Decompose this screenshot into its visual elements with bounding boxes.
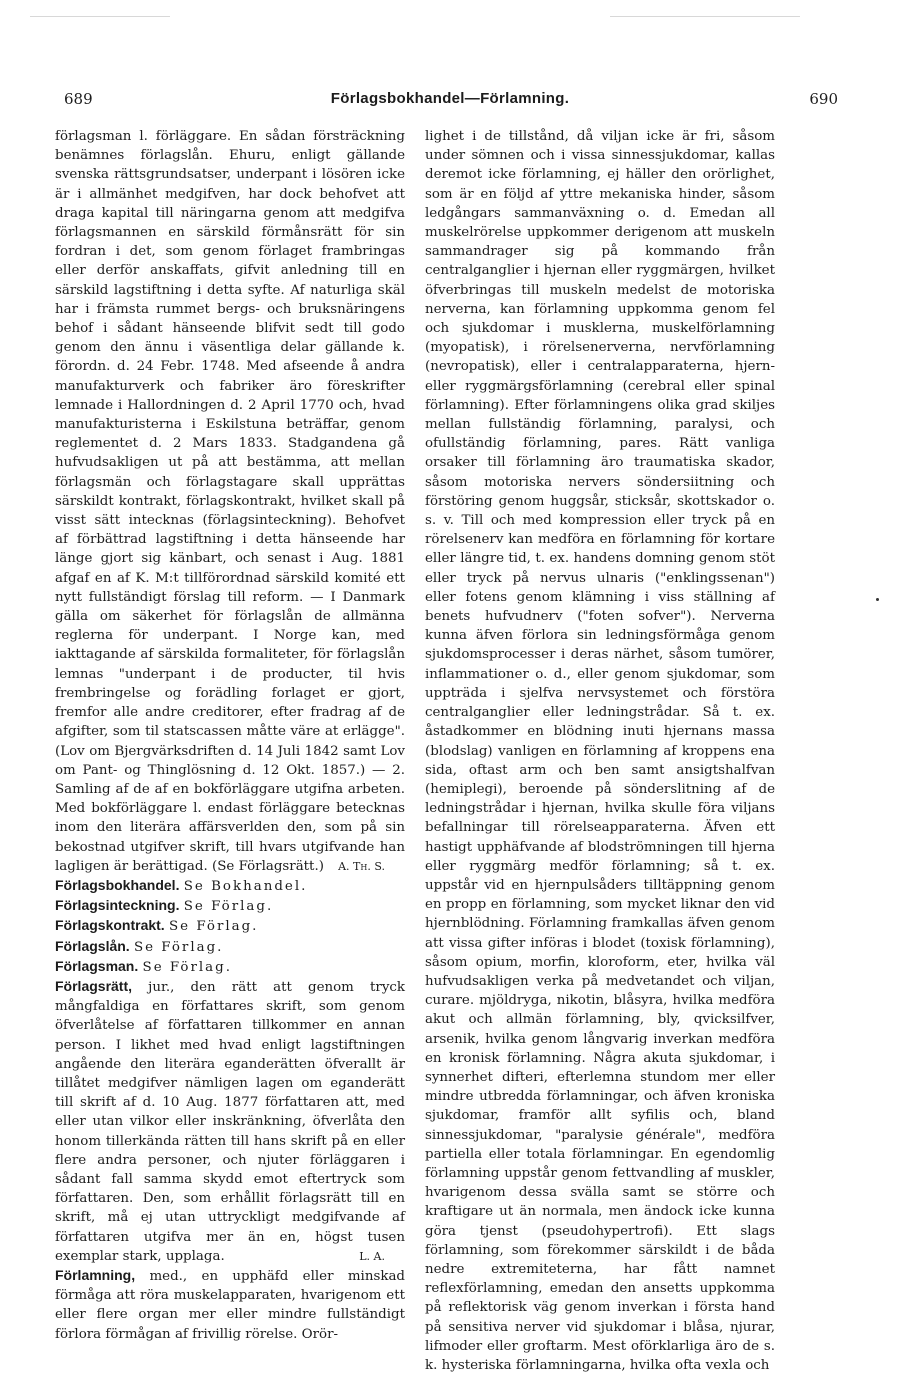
entry-text: Se Förlag. (183, 899, 274, 915)
margin-mark (876, 598, 879, 601)
entry-text: Se Förlag. (133, 939, 224, 955)
scan-artifact (30, 16, 170, 17)
entry-term: Förlagskontrakt. (55, 917, 165, 934)
paragraph (55, 127, 405, 876)
entry-text: jur., den rätt att genom tryck mångfaldiga en författares skrift, som genom öfverlåtelse af författaren tillkommer en annan person. I likhet med hvad enligt lagstiftningen angående den literära eganderätten öfverallt är tillåtet medgifver nämligen lagen om eganderätt till skrift af d. 10 Aug. 1877 författaren att, med eller utan vilkor eller inskränkning, öfverlåta den honom tillerkända rätten till hans skrift på en eller flere andra personer, och njuter förläggaren i sådant fall samma skydd emot eftertryck som författaren. Den, som erhållit förlagsrätt till en skrift, må ej utan uttryckligt medgifvande af författaren utgifva mer än en, högst tusen exemplar stark, upplaga. (55, 979, 405, 1264)
entry-forlagsman (55, 957, 405, 977)
entry-forlagsbokhandel (55, 876, 405, 896)
entry-text: Se Förlag. (168, 919, 259, 935)
entry-text: med., en upphäfd eller minskad förmåga att röra muskelapparaten, hvarigenom ett eller flere organ mer eller mindre fullständigt förlora förmågan af frivillig rörelse. Orör- (55, 1268, 405, 1342)
entry-term: Förlamning, (55, 1266, 136, 1283)
author-signature: L. A. (359, 1249, 385, 1263)
page-number-right: 690 (809, 90, 838, 108)
entry-text: Se Bokhandel. (183, 878, 308, 894)
entry-forlagsratt (55, 977, 405, 1266)
left-column (55, 127, 405, 1344)
page-number-left: 689 (64, 90, 93, 108)
entry-term: Förlagsinteckning. (55, 897, 180, 914)
running-title: Förlagsbokhandel—Förlamning. (330, 90, 570, 107)
entry-forlamning (55, 1266, 405, 1344)
entry-term: Förlagslån. (55, 937, 130, 954)
paragraph: lighet i de tillstånd, då viljan icke är fri, såsom under sömnen och i vissa sinnessjukdomar, kallas deremot icke förlamning, ej häller den orörlighet, som är en följd af yttre mekaniska hinder, såsom ledgångars sammanväxning o. d. Emedan all muskelrörelse uppkommer derigenom att muskeln sammandrager sig på kommando från centralganglier i hjernan eller ryggmärgen, hvilket öfverbringas till muskeln medelst de motoriska nerverna, kan förlamning uppkomma genom fel och sjukdomar i musklerna, muskelförlamning (myopatisk), i rörelsenerverna, nervförlamning (nevropatisk), eller i centralapparaterna, hjern- eller ryggmärgsförlamning (cerebral eller spinal förlamning). Efter förlamningens olika grad skiljes mellan fullständig förlamning, paralysi, och ofullständig förlamning, pares. Rätt vanliga orsaker till förlamning äro traumatiska skador, såsom motoriska nervers söndersiitning och förstöring genom huggsår, sticksår, skottskador o. s. v. Till och med kompression eller tryck på en rörelsenerv kan medföra en förlamning för kortare eller längre tid, t. ex. handens domning genom stöt eller tryck på nervus ulnaris ("enklingssenan") eller fotens genom klämning i viss ställning af benets hufvudnerv ("foten sofver"). Nerverna kunna äfven förlora sin ledningsförmåga genom sjukdomsprocesser i deras närhet, såsom tumörer, inflammationer o. d., eller genom sjukdomar, som uppträda i sjelfva nervsystemet och förstöra centralganglier eller ledningstrådar. Så t. ex. åstadkommer en blödning inuti hjernans massa (blodslag) vanligen en förlamning af kroppens ena sida, oftast arm och ben samt ansigtshalfvan (hemiplegi), beroende på sönderslitning af de ledningstrådar i hjernan, hvilka skulle föra viljans befallningar till rörelseapparaterna. Äfven ett hastigt upphäfvande af blodströmningen till hjerna eller ryggmärg medför förlamning; så t. ex. uppstår vid en hjernpulsåders tilltäppning genom en propp en förlamning, som mycket liknar den vid hjernblödning. Förlamning framkallas äfven genom att vissa gifter införas i blodet (toxisk förlamning), såsom opium, morfin, kloroform, eter, hvilka väl hufvudsakligen verka på medvetandet och viljan, curare. mjöldryga, nikotin, blåsyra, hvilka medföra akut och allmän förlamning, bly, qvicksilfver, arsenik, hvilka genom långvarig inverkan medföra en kronisk förlamning. Några akuta sjukdomar, i synnerhet difteri, efterlemna stundom mer eller mindre utbredda förlamningar, och äfven kroniska sjukdomar, framför allt syfilis och, bland sinnessjukdomar, "paralysie générale", medföra partiella eller totala förlamningar. En egendomlig förlamning uppstår genom fettvandling af muskler, hvarigenom dessa svälla samt se större och kraftigare ut än normala, men ändock icke kunna göra tjenst (pseudohypertrofi). Ett slags förlamning, som förekommer särskildt i de båda nedre extremiteterna, har fått namnet reflexförlamning, emedan den ansetts uppkomma på reflektorisk väg genom inverkan i första hand på sensitiva nerver vid sjukdomar i blåsa, njurar, lifmoder eller groftarm. Mest oförklarliga äro de s. k. hysteriska förlamningarna, hvilka ofta vexla och (425, 129, 775, 1373)
entry-forlagskontrakt (55, 916, 405, 936)
entry-forlagsinteckning (55, 896, 405, 916)
scan-artifact (610, 16, 800, 17)
entry-term: Förlagsman. (55, 957, 139, 974)
entry-term: Förlagsrätt, (55, 977, 133, 994)
entry-term: Förlagsbokhandel. (55, 876, 180, 893)
author-signature: A. Th. S. (338, 859, 385, 873)
entry-text: Se Förlag. (142, 959, 232, 975)
entry-forlagslan (55, 937, 405, 957)
paragraph-text: förlagsman l. förläggare. En sådan försträckning benämnes förlagslån. Ehuru, enligt gällande svenska rättsgrundsatser, underpant i lösören icke är i allmänhet medgifven, har dock behofvet att draga kapital till näringarna genom att medgifva förlagsmannen en särskild förmånsrätt för sin fordran i det, som genom förlaget frambringas eller derför anskaffats, gifvit anledning till en särskild lagstiftning i detta syfte. Af naturliga skäl har i främsta rummet bergs- och bruksnäringens behof i sådant hänseende blifvit sedt till godo genom den ännu i väsentliga delar gällande k. förordn. d. 24 Febr. 1748. Med afseende å andra manufakturverk och fabriker äro föreskrifter lemnade i Hallordningen d. 2 April 1770 och, hvad manufakturisterna i Eskilstuna beträffar, genom reglementet d. 2 Mars 1833. Stadgandena gå hufvudsakligen ut på att bestämma, att mellan förlagsmän och förlagstagare skall upprättas särskildt kontrakt, förlagskontrakt, hvilket skall på visst sätt intecknas (förlagsinteckning). Behofvet af förbättrad lagstiftning i detta hänseende har länge gjort sig känbart, och senast i Aug. 1881 afgaf en af K. M:t tillförordnad särskild komité ett nytt fullständigt förslag till reform. — I Danmark gälla om säkerhet för förlagslån de allmänna reglerna för underpant. I Norge kan, med iakttagande af särskilda formaliteter, för förlagslån lemnas "underpant i de producter, til hvis frembringelse og forädling forlaget er gjort, fremfor alle andre creditorer, efter fradrag af de afgifter, som til statscassen måtte väre at erlägge". (Lov om Bjergvärksdriften d. 14 Juli 1842 samt Lov om Pant- og Thinglösning d. 12 Okt. 1857.) — 2. Samling af de af en bokförläggare utgifna arbeten. Med bokförläggare l. endast förläggare betecknas inom den literära affärsverlden den, som på sin bekostnad utgifver skrift, till hvars utgifvande han lagligen är berättigad. (Se Förlagsrätt.) (55, 129, 405, 874)
right-column (425, 127, 775, 1375)
